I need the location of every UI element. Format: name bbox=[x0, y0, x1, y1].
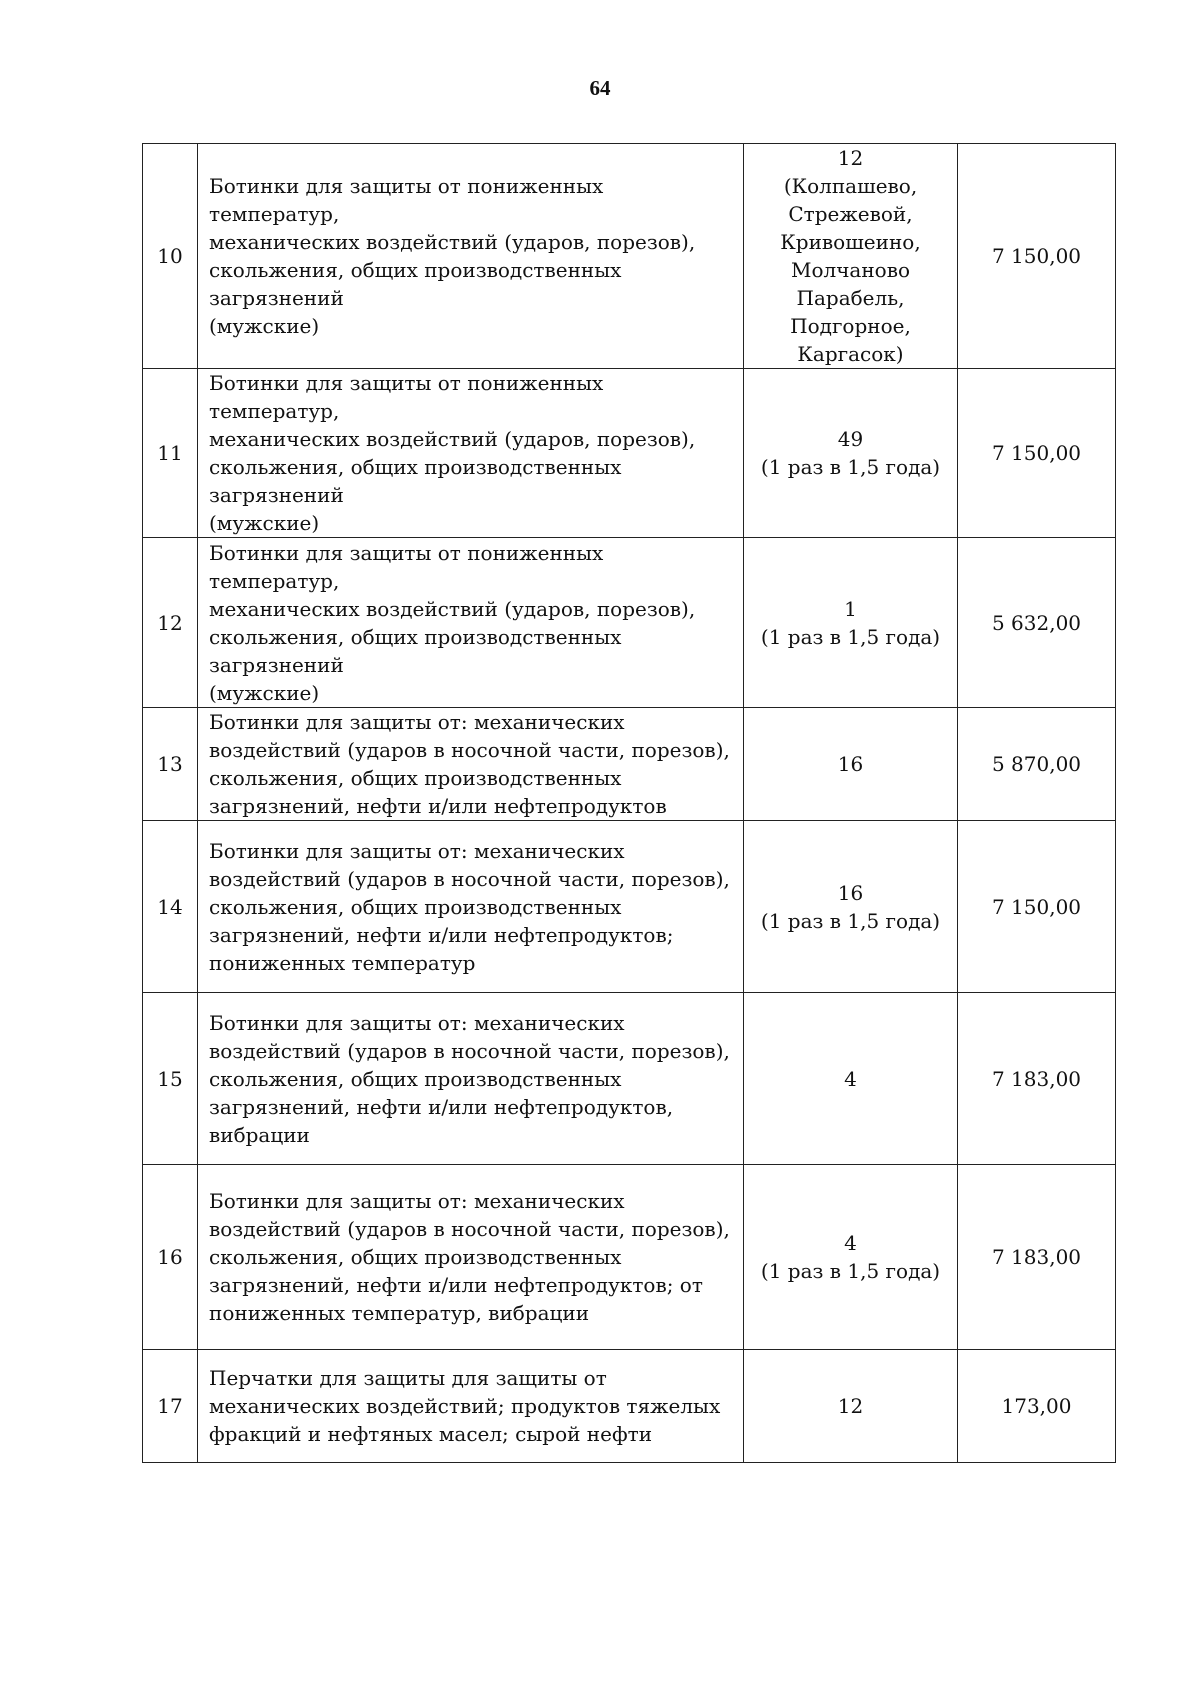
item-price: 5 870,00 bbox=[958, 708, 1116, 821]
item-price: 173,00 bbox=[958, 1350, 1116, 1463]
item-name: Ботинки для защиты от: механических воздействий (ударов в носочной части, порезов), скольжения, общих производственных загрязнений, нефти и/или нефтепродуктов, вибрации bbox=[198, 993, 744, 1165]
row-number: 12 bbox=[143, 538, 198, 708]
item-price: 7 183,00 bbox=[958, 993, 1116, 1165]
item-name: Ботинки для защиты от: механических воздействий (ударов в носочной части, порезов), скольжения, общих производственных загрязнений, нефти и/или нефтепродуктов; от пониженных температур, вибрации bbox=[198, 1165, 744, 1350]
row-number: 10 bbox=[143, 144, 198, 369]
item-name: Ботинки для защиты от пониженных температур, механических воздействий (ударов, порезов), скольжения, общих производственных загрязнений (мужские) bbox=[198, 144, 744, 369]
item-quantity: 12 (Колпашево, Стрежевой, Кривошеино, Молчаново Парабель, Подгорное, Каргасок) bbox=[744, 144, 958, 369]
item-quantity: 16 (1 раз в 1,5 года) bbox=[744, 821, 958, 993]
item-price: 7 150,00 bbox=[958, 369, 1116, 538]
item-price: 7 183,00 bbox=[958, 1165, 1116, 1350]
table-row bbox=[143, 369, 1116, 538]
item-quantity: 4 (1 раз в 1,5 года) bbox=[744, 1165, 958, 1350]
table-row bbox=[143, 993, 1116, 1165]
table-row bbox=[143, 538, 1116, 708]
table-row bbox=[143, 1165, 1116, 1350]
item-quantity: 4 bbox=[744, 993, 958, 1165]
page-number: 64 bbox=[589, 76, 611, 100]
table-row bbox=[143, 708, 1116, 821]
row-number: 13 bbox=[143, 708, 198, 821]
row-number: 15 bbox=[143, 993, 198, 1165]
item-name: Ботинки для защиты от: механических воздействий (ударов в носочной части, порезов), скольжения, общих производственных загрязнений, нефти и/или нефтепродуктов; пониженных температур bbox=[198, 821, 744, 993]
row-number: 16 bbox=[143, 1165, 198, 1350]
item-quantity: 12 bbox=[744, 1350, 958, 1463]
item-price: 7 150,00 bbox=[958, 144, 1116, 369]
table-row bbox=[143, 1350, 1116, 1463]
item-name: Ботинки для защиты от пониженных температур, механических воздействий (ударов, порезов), скольжения, общих производственных загрязнений (мужские) bbox=[198, 538, 744, 708]
table-row bbox=[143, 144, 1116, 369]
item-quantity: 16 bbox=[744, 708, 958, 821]
item-name: Ботинки для защиты от: механических воздействий (ударов в носочной части, порезов), скольжения, общих производственных загрязнений, нефти и/или нефтепродуктов bbox=[198, 708, 744, 821]
table-row bbox=[143, 821, 1116, 993]
item-price: 7 150,00 bbox=[958, 821, 1116, 993]
row-number: 11 bbox=[143, 369, 198, 538]
item-price: 5 632,00 bbox=[958, 538, 1116, 708]
item-name: Перчатки для защиты для защиты от механических воздействий; продуктов тяжелых фракций и нефтяных масел; сырой нефти bbox=[198, 1350, 744, 1463]
item-quantity: 49 (1 раз в 1,5 года) bbox=[744, 369, 958, 538]
item-quantity: 1 (1 раз в 1,5 года) bbox=[744, 538, 958, 708]
row-number: 17 bbox=[143, 1350, 198, 1463]
row-number: 14 bbox=[143, 821, 198, 993]
items-table bbox=[142, 143, 1116, 1463]
item-name: Ботинки для защиты от пониженных температур, механических воздействий (ударов, порезов), скольжения, общих производственных загрязнений (мужские) bbox=[198, 369, 744, 538]
